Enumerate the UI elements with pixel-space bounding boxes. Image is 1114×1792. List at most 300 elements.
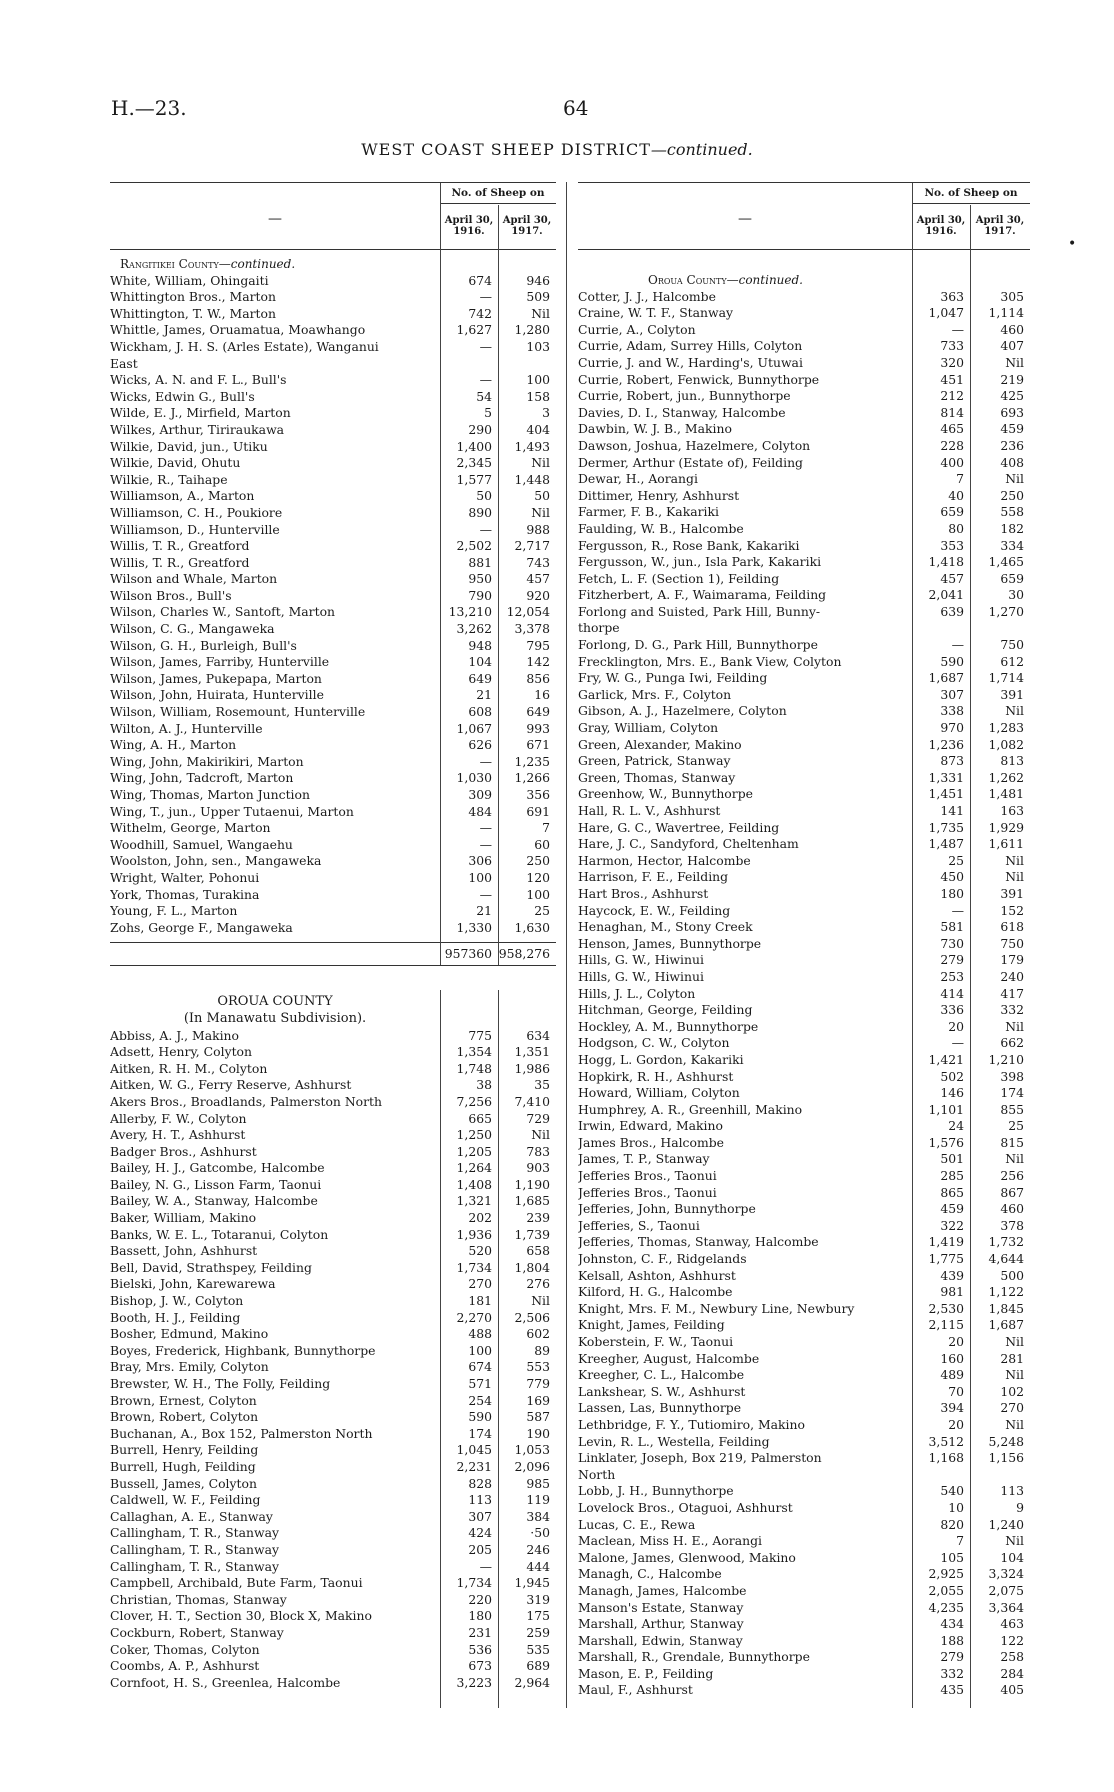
table-row (110, 306, 556, 323)
sheep-1917: 743 (526, 554, 550, 570)
table-row (578, 1301, 1030, 1318)
sheep-1917: 404 (526, 421, 550, 437)
sheep-1917: 182 (1000, 520, 1024, 536)
sheep-1916: 814 (940, 404, 964, 420)
table-row (578, 1234, 1030, 1251)
sheep-1916: 306 (468, 853, 492, 869)
table-row (578, 654, 1030, 671)
table-row (578, 1201, 1030, 1218)
page-number: 64 (563, 96, 589, 120)
sheep-1917: 9 (1016, 1499, 1024, 1515)
sheep-1916: 502 (940, 1068, 964, 1084)
sheep-1917: 425 (1000, 388, 1024, 404)
owner-name: Burrell, Hugh, Feilding (110, 1458, 256, 1474)
owner-name: York, Thomas, Turakina (110, 886, 260, 902)
sheep-1916: 2,115 (928, 1317, 964, 1333)
owner-name: Whittle, James, Oruamatua, Moawhango (110, 322, 366, 338)
sheep-1916: 4,235 (928, 1599, 964, 1615)
table-row (110, 1094, 556, 1111)
owner-name: Christian, Thomas, Stanway (110, 1591, 287, 1607)
owner-name: Burrell, Henry, Feilding (110, 1442, 259, 1458)
table-row (578, 438, 1030, 455)
sheep-1916: 484 (468, 803, 492, 819)
sheep-1916: — (479, 289, 492, 305)
sheep-1916: 100 (468, 1342, 492, 1358)
table-row (578, 1351, 1030, 1368)
owner-name: Wilkie, R., Taihape (110, 471, 228, 487)
table-row (110, 1193, 556, 1210)
owner-name: Aitken, R. H. M., Colyton (110, 1060, 268, 1076)
table-row (578, 338, 1030, 355)
table-row (110, 1210, 556, 1227)
owner-name: Bussell, James, Colyton (110, 1475, 257, 1491)
table-row (110, 638, 556, 655)
sheep-1917: 142 (526, 654, 550, 670)
sheep-1917: 1,082 (988, 736, 1024, 752)
table-row (110, 389, 556, 406)
sheep-1916: 1,067 (456, 720, 492, 736)
owner-name: Knight, Mrs. F. M., Newbury Line, Newbury (578, 1300, 855, 1316)
table-row (578, 853, 1030, 870)
table-row (578, 455, 1030, 472)
sheep-1917: Nil (1005, 1334, 1024, 1349)
header-sheep-count: No. of Sheep on (440, 187, 556, 204)
owner-name: White, William, Ohingaiti (110, 272, 269, 288)
sheep-1917: 7 (542, 820, 550, 836)
sheep-1917: 152 (1000, 902, 1024, 918)
table-row (110, 1559, 556, 1576)
sheep-1916: 146 (940, 1085, 964, 1101)
sheep-1917: 988 (526, 521, 550, 537)
owner-name: Dawbin, W. J. B., Makino (578, 421, 732, 437)
owner-name: Cornfoot, H. S., Greenlea, Halcombe (110, 1674, 341, 1690)
sheep-1916: 742 (468, 305, 492, 321)
sheep-1916: 100 (468, 869, 492, 885)
sheep-1917: 920 (526, 587, 550, 603)
sheep-1916: 1,734 (456, 1575, 492, 1591)
sheep-1916: 649 (468, 670, 492, 686)
owner-name: Williamson, A., Marton (110, 488, 255, 504)
table-row (578, 952, 1030, 969)
table-row (110, 1675, 556, 1692)
sheep-1916: 536 (468, 1641, 492, 1657)
table-row (110, 1459, 556, 1476)
table-row (578, 1666, 1030, 1683)
table-row (578, 1384, 1030, 1401)
sheep-1916: — (479, 372, 492, 388)
header-dash: — (268, 211, 282, 227)
owner-name: Clover, H. T., Section 30, Block X, Makino (110, 1608, 372, 1624)
sheep-1916: 873 (940, 753, 964, 769)
owner-name: Johnston, C. F., Ridgelands (578, 1251, 747, 1267)
table-row (110, 1442, 556, 1459)
table-row (578, 886, 1030, 903)
owner-name: James, T. P., Stanway (578, 1151, 710, 1167)
sheep-1916: 590 (940, 653, 964, 669)
table-row (578, 1367, 1030, 1384)
sheep-1917: 30 (1008, 587, 1024, 603)
sheep-1917: 463 (1000, 1616, 1024, 1632)
owner-name: Brown, Robert, Colyton (110, 1409, 259, 1425)
owner-name: Bosher, Edmund, Makino (110, 1326, 269, 1342)
owner-name: Wing, A. H., Marton (110, 737, 237, 753)
table-row (110, 1144, 556, 1161)
owner-name: Jefferies Bros., Taonui (578, 1168, 717, 1184)
owner-name: Wilson and Whale, Marton (110, 571, 278, 587)
owner-name: Brewster, W. H., The Folly, Feilding (110, 1376, 331, 1391)
table-row (578, 1151, 1030, 1168)
owner-name: Gray, William, Colyton (578, 720, 719, 736)
sheep-1916: 1,168 (928, 1450, 964, 1466)
sheep-1916: 733 (940, 338, 964, 354)
owner-name: Bailey, H. J., Gatcombe, Halcombe (110, 1160, 325, 1176)
table-row (578, 903, 1030, 920)
owner-name: Wilson, James, Pukepapa, Marton (110, 670, 322, 686)
sheep-1917: 612 (1000, 653, 1024, 669)
sheep-1916: 70 (948, 1383, 964, 1399)
owner-name: Lovelock Bros., Otaguoi, Ashhurst (578, 1499, 793, 1515)
sheep-1916: — (951, 637, 964, 653)
sheep-1917: 946 (526, 272, 550, 288)
sheep-1917: 405 (1000, 1682, 1024, 1698)
sheep-1917: 332 (1000, 1002, 1024, 1018)
table-row (110, 372, 556, 389)
sheep-1917: 634 (526, 1027, 550, 1043)
sheep-1916: 1,264 (456, 1160, 492, 1176)
table-row (110, 1658, 556, 1675)
owner-name: Bailey, N. G., Lisson Farm, Taonui (110, 1176, 322, 1192)
sheep-1917: Nil (1005, 703, 1024, 719)
owner-name: Dittimer, Henry, Ashhurst (578, 487, 740, 503)
sheep-1917: 1,687 (988, 1317, 1024, 1333)
owner-name: Lucas, C. E., Rewa (578, 1516, 696, 1532)
owner-name: Jefferies, Thomas, Stanway, Halcombe (578, 1234, 819, 1250)
sheep-1916: 501 (940, 1151, 964, 1167)
table-row (110, 571, 556, 588)
sheep-1916: 105 (940, 1549, 964, 1565)
header-year-1916: April 30, 1916. (444, 215, 494, 237)
table-row (578, 1118, 1030, 1135)
table-row (578, 637, 1030, 654)
table-row (110, 1227, 556, 1244)
table-row (110, 1160, 556, 1177)
sheep-1917: 163 (1000, 803, 1024, 818)
table-row (110, 604, 556, 621)
sheep-1917: 729 (526, 1110, 550, 1126)
sheep-1917: 284 (1000, 1665, 1024, 1681)
sheep-1917: 671 (526, 737, 550, 753)
owner-name: Williamson, D., Hunterville (110, 521, 280, 537)
table-row (110, 422, 556, 439)
table-row (578, 820, 1030, 837)
sheep-1916: 465 (940, 421, 964, 437)
sheep-1917: 100 (526, 886, 550, 902)
table-row (578, 1500, 1030, 1517)
sheep-1917: 460 (1000, 321, 1024, 337)
owner-name: Marshall, Arthur, Stanway (578, 1616, 744, 1632)
sheep-1917: 1,448 (514, 471, 550, 487)
sheep-1917: 1,804 (514, 1259, 550, 1275)
sheep-1916: 775 (468, 1027, 492, 1043)
sheep-1917: ·50 (530, 1525, 550, 1541)
table-row (578, 388, 1030, 405)
sheep-1916: 730 (940, 935, 964, 951)
sheep-1916: 2,502 (456, 538, 492, 554)
table-row (110, 455, 556, 472)
sheep-1916: 2,270 (456, 1309, 492, 1325)
owner-name: Maclean, Miss H. E., Aorangi (578, 1533, 762, 1549)
owner-name: Coker, Thomas, Colyton (110, 1641, 260, 1657)
header-year-1916: April 30, 1916. (916, 215, 966, 237)
sheep-1916: 20 (948, 1334, 964, 1349)
sheep-1917: 3,324 (988, 1566, 1024, 1582)
sheep-1916: 338 (940, 703, 964, 719)
owner-name: Fry, W. G., Punga Iwi, Feilding (578, 670, 768, 686)
owner-name: Mason, E. P., Feilding (578, 1665, 714, 1681)
sheep-1917: 246 (526, 1541, 550, 1557)
sheep-1917: 1,945 (514, 1575, 550, 1591)
sheep-1917: Nil (1005, 354, 1024, 370)
owner-name: Jefferies, S., Taonui (578, 1217, 700, 1233)
sheep-1916: 459 (940, 1201, 964, 1217)
sheep-1917: 1,240 (988, 1516, 1024, 1532)
owner-name: Green, Patrick, Stanway (578, 753, 731, 769)
table-row (578, 620, 1030, 637)
owner-name: Wing, John, Makirikiri, Marton (110, 753, 304, 769)
sheep-1917: 553 (526, 1359, 550, 1375)
table-row (578, 670, 1030, 687)
owner-name: Buchanan, A., Box 152, Palmerston North (110, 1425, 373, 1441)
table-row (110, 1044, 556, 1061)
sheep-1917: 7,410 (514, 1093, 550, 1109)
owner-name: Lassen, Las, Bunnythorpe (578, 1400, 742, 1416)
sheep-1917: 281 (1000, 1350, 1024, 1366)
table-row (110, 322, 556, 339)
sheep-1916: 489 (940, 1367, 964, 1383)
left-divider-1916-b (440, 990, 441, 1708)
owner-name: Currie, Adam, Surrey Hills, Colyton (578, 338, 803, 354)
table-row (110, 1393, 556, 1410)
owner-name: Marshall, Edwin, Stanway (578, 1632, 743, 1648)
sheep-1916: 659 (940, 504, 964, 520)
sheep-1917: 662 (1000, 1035, 1024, 1051)
sheep-1916: 1,354 (456, 1044, 492, 1060)
owner-name: Frecklington, Mrs. E., Bank View, Colyton (578, 653, 842, 669)
table-row (578, 1035, 1030, 1052)
owner-name: Bailey, W. A., Stanway, Halcombe (110, 1193, 318, 1209)
sheep-1917: 1,481 (988, 786, 1024, 802)
sheep-1916: — (951, 321, 964, 337)
right-rows-oroua (578, 289, 1030, 1699)
sheep-1917: Nil (1005, 869, 1024, 885)
sheep-1916: 674 (468, 272, 492, 288)
sheep-1917: 855 (1000, 1101, 1024, 1117)
sheep-1917: 398 (1000, 1068, 1024, 1084)
owner-name: Young, F. L., Marton (110, 903, 238, 919)
sheep-1916: 1,577 (456, 471, 492, 487)
table-row (110, 505, 556, 522)
table-row (110, 588, 556, 605)
owner-name: Campbell, Archibald, Bute Farm, Taonui (110, 1575, 363, 1591)
table-row (578, 1616, 1030, 1633)
sheep-1916: 21 (476, 687, 492, 703)
sheep-1916: — (479, 1558, 492, 1574)
table-row (578, 1334, 1030, 1351)
table-row (110, 1243, 556, 1260)
owner-name: Irwin, Edward, Makino (578, 1118, 723, 1134)
sheep-1916: 174 (468, 1425, 492, 1441)
sheep-1917: 459 (1000, 421, 1024, 437)
sheep-1917: 270 (1000, 1400, 1024, 1416)
sheep-1917: 1,685 (514, 1193, 550, 1209)
sheep-1917: 250 (1000, 487, 1024, 503)
section-oroua-subdivision: (In Manawatu Subdivision). (183, 1010, 367, 1026)
table-row (578, 720, 1030, 737)
owner-name: Dawson, Joshua, Hazelmere, Colyton (578, 437, 811, 453)
title-main: WEST COAST SHEEP DISTRICT (361, 140, 651, 159)
title-suffix: —continued. (650, 140, 753, 159)
owner-name: Wilson, C. G., Mangaweka (110, 621, 275, 637)
owner-name: Wilton, A. J., Hunterville (110, 720, 263, 736)
sheep-1917: 356 (526, 787, 550, 802)
right-column (578, 182, 1030, 1699)
owner-name: Wilson Bros., Bull's (110, 587, 232, 603)
owner-name: Hare, J. C., Sandyford, Cheltenham (578, 836, 799, 852)
table-row (110, 538, 556, 555)
sheep-1917: 587 (526, 1409, 550, 1425)
owner-name: Wilkie, David, Ohutu (110, 455, 241, 471)
margin-mark: • (1068, 236, 1077, 252)
sheep-1916: — (479, 886, 492, 902)
sheep-1917: Nil (531, 305, 550, 321)
owner-name: Bishop, J. W., Colyton (110, 1293, 244, 1309)
owner-name: Whittington Bros., Marton (110, 289, 276, 305)
sheep-1917: 417 (1000, 985, 1024, 1001)
table-row (578, 587, 1030, 604)
sheep-1917: 1,714 (988, 670, 1024, 686)
sheep-1916: 1,205 (456, 1143, 492, 1159)
owner-name: Currie, Robert, Fenwick, Bunnythorpe (578, 371, 820, 387)
sheep-1916: 188 (940, 1632, 964, 1648)
table-row (578, 936, 1030, 953)
sheep-1916: 981 (940, 1284, 964, 1300)
left-rows-oroua (110, 1028, 556, 1692)
table-row (110, 1476, 556, 1493)
sheep-1916: 1,400 (456, 438, 492, 454)
table-row (110, 472, 556, 489)
table-row (578, 355, 1030, 372)
sheep-1917: 691 (526, 803, 550, 819)
sheep-1916: 141 (940, 803, 964, 818)
table-row (110, 356, 556, 373)
owner-name: Henaghan, M., Stony Creek (578, 919, 753, 935)
sheep-1917: 4,644 (988, 1251, 1024, 1267)
owner-name: Cockburn, Robert, Stanway (110, 1624, 284, 1640)
sheep-1917: 693 (1000, 404, 1024, 420)
sheep-1917: 16 (534, 687, 550, 703)
owner-name: Green, Alexander, Makino (578, 736, 742, 752)
owner-name: Forlong, D. G., Park Hill, Bunnythorpe (578, 637, 818, 653)
sheep-1916: 865 (940, 1184, 964, 1200)
owner-name: Wickham, J. H. S. (Arles Estate), Wanganui (110, 338, 379, 354)
sheep-1917: 179 (1000, 952, 1024, 968)
sheep-1916: 353 (940, 537, 964, 553)
sheep-1916: 424 (468, 1525, 492, 1541)
sheep-1916: 180 (468, 1608, 492, 1624)
table-row (110, 488, 556, 505)
sheep-1917: 104 (1000, 1549, 1024, 1565)
owner-name: Hogg, L. Gordon, Kakariki (578, 1051, 744, 1067)
owner-name: Hitchman, George, Feilding (578, 1002, 753, 1018)
right-table-header (578, 182, 1030, 250)
sheep-1916: 5 (484, 405, 492, 421)
sheep-1917: 3 (542, 405, 550, 421)
sheep-1916: 7,256 (456, 1093, 492, 1109)
owner-name: Manson's Estate, Stanway (578, 1599, 744, 1615)
sheep-1917: 815 (1000, 1134, 1024, 1150)
owner-name: Bray, Mrs. Emily, Colyton (110, 1359, 269, 1375)
sheep-1916: 7 (956, 1533, 964, 1549)
owner-name: Linklater, Joseph, Box 219, Palmerston (578, 1450, 822, 1466)
sheep-1917: 391 (1000, 885, 1024, 901)
sheep-1916: 332 (940, 1665, 964, 1681)
owner-name: Callingham, T. R., Stanway (110, 1541, 279, 1557)
table-row (578, 421, 1030, 438)
sheep-1916: 1,451 (928, 786, 964, 802)
table-row (110, 1127, 556, 1144)
sheep-1917: 2,964 (514, 1674, 550, 1690)
sheep-1916: 40 (948, 487, 964, 503)
owner-name: East (110, 355, 138, 371)
sheep-1916: 38 (476, 1077, 492, 1093)
table-row (578, 1483, 1030, 1500)
sheep-1917: 659 (1000, 570, 1024, 586)
sheep-1916: 180 (940, 885, 964, 901)
owner-name: Jefferies, John, Bunnythorpe (578, 1201, 756, 1217)
table-row (578, 919, 1030, 936)
table-row (578, 1400, 1030, 1417)
table-row (578, 538, 1030, 555)
owner-name: Wilde, E. J., Mirfield, Marton (110, 405, 291, 421)
table-row (110, 1077, 556, 1094)
sheep-1916: 113 (468, 1492, 492, 1508)
table-row (110, 1177, 556, 1194)
table-row (110, 687, 556, 704)
owner-name: Wing, Thomas, Marton Junction (110, 787, 310, 802)
right-divider-1917 (970, 248, 971, 1708)
table-row (578, 372, 1030, 389)
sheep-1917: 113 (1000, 1483, 1024, 1499)
sheep-1917: 558 (1000, 504, 1024, 520)
table-row (110, 522, 556, 539)
sheep-1917: 750 (1000, 637, 1024, 653)
sheep-1917: 35 (534, 1077, 550, 1093)
sheep-1916: 608 (468, 704, 492, 720)
sheep-1917: 250 (526, 853, 550, 869)
table-row (578, 1434, 1030, 1451)
left-divider-1916 (440, 248, 441, 964)
table-row (110, 289, 556, 306)
owner-name: Woodhill, Samuel, Wangaehu (110, 836, 293, 852)
table-row (578, 1168, 1030, 1185)
owner-name: Akers Bros., Broadlands, Palmerston North (110, 1093, 383, 1109)
sheep-1917: 120 (526, 869, 550, 885)
owner-name: Bell, David, Strathspey, Feilding (110, 1259, 312, 1275)
owner-name: Gibson, A. J., Hazelmere, Colyton (578, 703, 787, 719)
table-row (110, 870, 556, 887)
owner-name: Fetch, L. F. (Section 1), Feilding (578, 570, 780, 586)
sheep-1916: 10 (948, 1499, 964, 1515)
